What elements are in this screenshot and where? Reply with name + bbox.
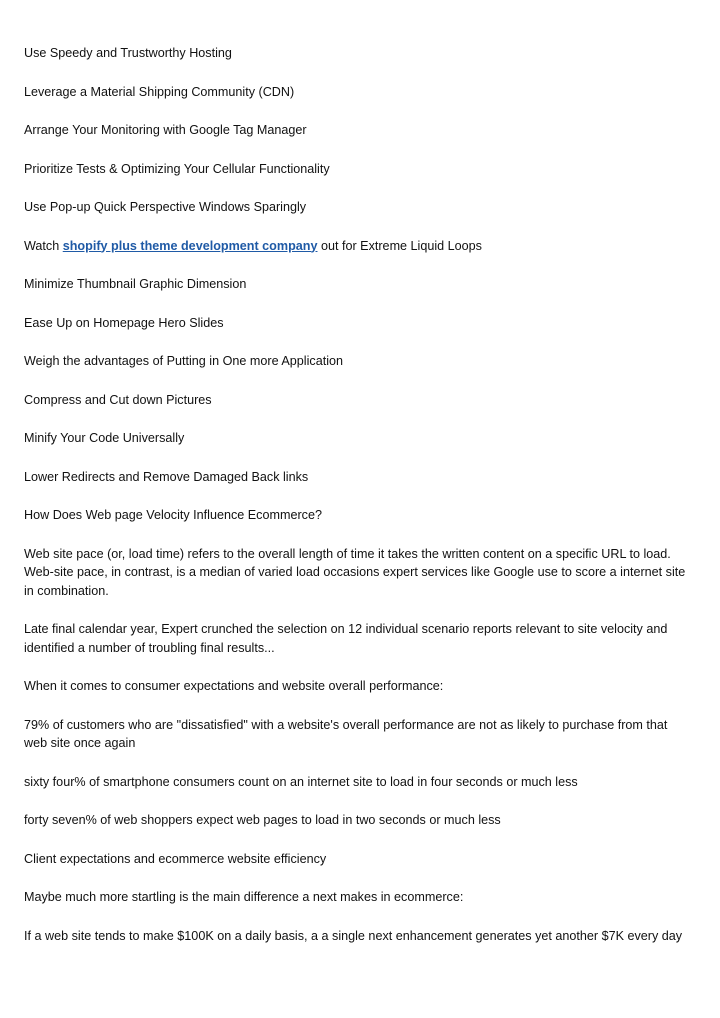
line-cdn: Leverage a Material Shipping Community (CDN) [24,84,295,99]
line-cellular: Prioritize Tests & Optimizing Your Cellular Functionality [24,161,330,176]
line-compress: Compress and Cut down Pictures [24,392,212,407]
line-thumbnail: Minimize Thumbnail Graphic Dimension [24,277,247,291]
line-consumer-expectations: When it comes to consumer expectations and website overall performance: [24,679,444,693]
line-client-expectations: Client expectations and ecommerce website efficiency [24,851,327,866]
watch-prefix: Watch [24,238,63,253]
line-application: Weigh the advantages of Putting in One more Application [24,354,344,368]
line-hosting: Use Speedy and Trustworthy Hosting [24,46,232,60]
paragraph-100k: If a web site tends to make $100K on a daily basis, a a single next enhancement generates yet another $7K every day [24,928,683,943]
line-64-percent: sixty four% of smartphone consumers count on an internet site to load in four seconds or much less [24,774,578,789]
shopify-link[interactable]: shopify plus theme development company [62,238,318,253]
line-minify: Minify Your Code Universally [24,431,185,445]
line-velocity-question: How Does Web page Velocity Influence Ecommerce? [24,508,322,522]
line-47-percent: forty seven% of web shoppers expect web pages to load in two seconds or much less [24,813,501,827]
line-hero-slides: Ease Up on Homepage Hero Slides [24,315,224,330]
line-startling: Maybe much more startling is the main difference a next makes in ecommerce: [24,890,464,904]
line-popup: Use Pop-up Quick Perspective Windows Sparingly [24,200,307,214]
line-tag-manager: Arrange Your Monitoring with Google Tag Manager [24,123,307,137]
paragraph-79-percent: 79% of customers who are "dissatisfied" with a website's overall performance are not as likely to purchase from that web site once again [24,717,668,750]
line-redirects: Lower Redirects and Remove Damaged Back links [24,469,309,484]
line-watch [24,237,690,256]
watch-suffix: out for Extreme Liquid Loops [317,238,482,253]
paragraph-expert: Late final calendar year, Expert crunched the selection on 12 individual scenario reports relevant to site velocity and identified a number of troubling final results... [24,622,668,655]
paragraph-site-pace: Web site pace (or, load time) refers to the overall length of time it takes the written content on a specific URL to load. Web-site pace, in contrast, is a median of varied load occasions expert services like Google use to score a internet site in combination. [24,546,686,598]
